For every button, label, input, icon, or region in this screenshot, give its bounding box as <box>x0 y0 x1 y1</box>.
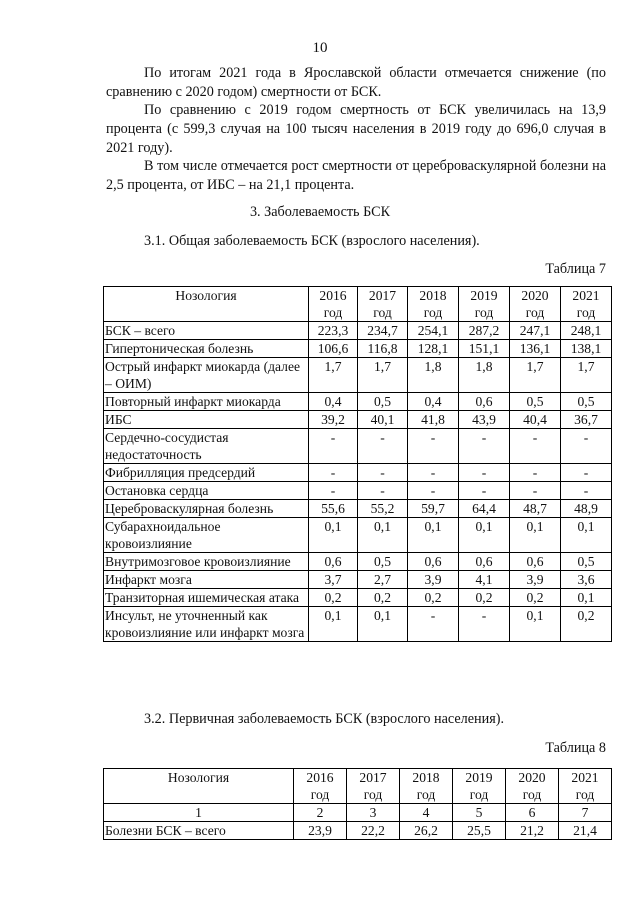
table-row <box>104 571 612 589</box>
table8-header-nosology: Нозология <box>104 769 294 804</box>
column-number: 3 <box>347 804 400 822</box>
year-unit: год <box>423 305 443 320</box>
year-label: 2020 <box>518 770 546 785</box>
row-value: 23,9 <box>294 822 347 840</box>
table-row <box>104 518 612 553</box>
table8-column-numbers-row <box>104 804 612 822</box>
year-label: 2019 <box>465 770 493 785</box>
row-value: 48,7 <box>510 500 561 518</box>
row-value: 0,1 <box>510 607 561 642</box>
row-value: - <box>459 482 510 500</box>
year-unit: год <box>522 787 542 802</box>
row-value: 3,7 <box>309 571 358 589</box>
table7-header-year <box>358 287 408 322</box>
table-row <box>104 429 612 464</box>
column-number: 5 <box>453 804 506 822</box>
row-nosology: Повторный инфаркт миокарда <box>104 393 309 411</box>
year-label: 2017 <box>368 288 397 303</box>
page-number: 10 <box>312 40 328 56</box>
row-value: 0,5 <box>358 553 408 571</box>
row-value: 0,6 <box>309 553 358 571</box>
row-value: 40,1 <box>358 411 408 429</box>
row-value: 0,5 <box>561 393 612 411</box>
row-nosology: Острый инфаркт миокарда (далее – ОИМ) <box>104 358 309 393</box>
row-value: 41,8 <box>408 411 459 429</box>
table7-header-year <box>510 287 561 322</box>
row-value: 116,8 <box>358 340 408 358</box>
row-nosology: Инсульт, не уточненный как кровоизлияние или инфаркт мозга <box>104 607 309 642</box>
row-value: 55,2 <box>358 500 408 518</box>
row-value: 1,7 <box>561 358 612 393</box>
year-unit: год <box>474 305 494 320</box>
row-value: 248,1 <box>561 322 612 340</box>
table7-header-nosology: Нозология <box>104 287 309 322</box>
table-7 <box>103 286 612 642</box>
row-value: 39,2 <box>309 411 358 429</box>
row-value: 0,2 <box>309 589 358 607</box>
row-value: 0,6 <box>459 393 510 411</box>
table7-header-year <box>459 287 510 322</box>
row-value: 138,1 <box>561 340 612 358</box>
row-value: 0,2 <box>408 589 459 607</box>
row-value: 40,4 <box>510 411 561 429</box>
year-unit: год <box>310 787 330 802</box>
row-value: 21,4 <box>559 822 612 840</box>
row-value: 0,2 <box>561 607 612 642</box>
year-label: 2018 <box>419 288 447 303</box>
table8-header-year <box>506 769 559 804</box>
row-nosology: Остановка сердца <box>104 482 309 500</box>
row-value: 128,1 <box>408 340 459 358</box>
row-nosology: Инфаркт мозга <box>104 571 309 589</box>
row-value: - <box>358 429 408 464</box>
year-unit: год <box>363 787 383 802</box>
year-label: 2018 <box>412 770 440 785</box>
row-value: 0,6 <box>408 553 459 571</box>
row-value: 0,2 <box>358 589 408 607</box>
year-label: 2016 <box>319 288 347 303</box>
year-label: 2016 <box>306 770 334 785</box>
row-value: 0,2 <box>510 589 561 607</box>
row-value: 234,7 <box>358 322 408 340</box>
row-value: 43,9 <box>459 411 510 429</box>
row-value: 36,7 <box>561 411 612 429</box>
row-value: 25,5 <box>453 822 506 840</box>
row-value: - <box>408 429 459 464</box>
column-number: 6 <box>506 804 559 822</box>
row-value: - <box>561 464 612 482</box>
row-nosology: Гипертоническая болезнь <box>104 340 309 358</box>
row-value: 55,6 <box>309 500 358 518</box>
row-value: - <box>459 429 510 464</box>
row-nosology: Фибрилляция предсердий <box>104 464 309 482</box>
subsection-heading-3-1: 3.1. Общая заболеваемость БСК (взрослого населения). <box>144 233 480 249</box>
paragraph-1: По итогам 2021 года в Ярославской области отмечается снижение (по сравнению с 2020 годом) смертности от БСК. <box>106 65 606 100</box>
table-row <box>104 482 612 500</box>
subsection-heading-3-2: 3.2. Первичная заболеваемость БСК (взрослого населения). <box>144 711 504 727</box>
row-value: 247,1 <box>510 322 561 340</box>
row-value: 0,6 <box>459 553 510 571</box>
year-label: 2020 <box>521 288 549 303</box>
row-value: - <box>459 464 510 482</box>
row-value: 1,8 <box>459 358 510 393</box>
year-label: 2017 <box>359 770 387 785</box>
row-value: - <box>561 429 612 464</box>
row-value: - <box>510 429 561 464</box>
row-value: 0,1 <box>561 518 612 553</box>
table-row <box>104 340 612 358</box>
table8-header-row <box>104 769 612 804</box>
year-unit: год <box>525 305 545 320</box>
row-value: 1,7 <box>358 358 408 393</box>
row-value: 26,2 <box>400 822 453 840</box>
paragraph-2: По сравнению с 2019 годом смертность от БСК увеличилась на 13,9 процента (с 599,3 случая на 100 тысяч населения в 2019 году до 696,0 случая в 2021 году). <box>106 102 606 156</box>
row-value: 22,2 <box>347 822 400 840</box>
row-value: - <box>510 482 561 500</box>
row-nosology: БСК – всего <box>104 322 309 340</box>
row-value: 2,7 <box>358 571 408 589</box>
table8-header-year <box>347 769 400 804</box>
year-unit: год <box>323 305 343 320</box>
row-value: 0,1 <box>408 518 459 553</box>
table-row <box>104 607 612 642</box>
column-number: 1 <box>104 804 294 822</box>
table8-header-year <box>294 769 347 804</box>
row-value: 106,6 <box>309 340 358 358</box>
year-unit: год <box>576 305 596 320</box>
row-nosology: Субарахноидальное кровоизлияние <box>104 518 309 553</box>
table7-header-row <box>104 287 612 322</box>
table-row <box>104 822 612 840</box>
row-nosology: Внутримозговое кровоизлияние <box>104 553 309 571</box>
row-value: 0,5 <box>561 553 612 571</box>
column-number: 4 <box>400 804 453 822</box>
row-value: 21,2 <box>506 822 559 840</box>
row-value: 0,4 <box>408 393 459 411</box>
row-value: 1,8 <box>408 358 459 393</box>
row-value: - <box>561 482 612 500</box>
table-row <box>104 464 612 482</box>
row-value: 3,6 <box>561 571 612 589</box>
row-value: 1,7 <box>510 358 561 393</box>
row-value: 1,7 <box>309 358 358 393</box>
year-unit: год <box>373 305 392 320</box>
row-value: 0,1 <box>510 518 561 553</box>
column-number: 7 <box>559 804 612 822</box>
table-row <box>104 322 612 340</box>
row-value: 59,7 <box>408 500 459 518</box>
year-unit: год <box>469 787 489 802</box>
row-nosology: ИБС <box>104 411 309 429</box>
table-row <box>104 411 612 429</box>
table7-header-year <box>309 287 358 322</box>
year-unit: год <box>575 787 595 802</box>
row-value: 0,5 <box>358 393 408 411</box>
year-label: 2019 <box>470 288 498 303</box>
table7-caption: Таблица 7 <box>545 261 606 277</box>
row-value: 0,2 <box>459 589 510 607</box>
table-row <box>104 393 612 411</box>
row-value: 136,1 <box>510 340 561 358</box>
row-value: 151,1 <box>459 340 510 358</box>
row-value: - <box>408 607 459 642</box>
row-value: 254,1 <box>408 322 459 340</box>
table8-caption: Таблица 8 <box>545 740 606 756</box>
row-value: 0,1 <box>358 518 408 553</box>
row-value: - <box>309 482 358 500</box>
table-row <box>104 358 612 393</box>
table-8 <box>103 768 612 840</box>
row-value: 0,4 <box>309 393 358 411</box>
row-value: 223,3 <box>309 322 358 340</box>
row-value: - <box>459 607 510 642</box>
row-value: 0,1 <box>459 518 510 553</box>
row-value: 0,1 <box>561 589 612 607</box>
row-value: - <box>358 464 408 482</box>
row-value: 64,4 <box>459 500 510 518</box>
section-heading: 3. Заболеваемость БСК <box>249 204 391 220</box>
row-value: 0,1 <box>358 607 408 642</box>
table7-header-year <box>408 287 459 322</box>
table8-header-year <box>453 769 506 804</box>
row-value: - <box>309 464 358 482</box>
row-nosology: Болезни БСК – всего <box>104 822 294 840</box>
table8-header-year <box>559 769 612 804</box>
column-number: 2 <box>294 804 347 822</box>
row-value: 0,5 <box>510 393 561 411</box>
paragraph-3: В том числе отмечается рост смертности от цереброваскулярной болезни на 2,5 процента, от ИБС – на 21,1 процента. <box>106 158 606 193</box>
row-value: 3,9 <box>408 571 459 589</box>
row-value: 4,1 <box>459 571 510 589</box>
row-value: - <box>408 482 459 500</box>
row-nosology: Транзиторная ишемическая атака <box>104 589 309 607</box>
year-unit: год <box>416 787 436 802</box>
row-value: 48,9 <box>561 500 612 518</box>
row-value: 0,1 <box>309 607 358 642</box>
table7-header-year <box>561 287 612 322</box>
table-row <box>104 553 612 571</box>
row-value: 0,6 <box>510 553 561 571</box>
row-nosology: Цереброваскулярная болезнь <box>104 500 309 518</box>
row-value: - <box>408 464 459 482</box>
row-value: 0,1 <box>309 518 358 553</box>
table-row <box>104 589 612 607</box>
row-value: - <box>309 429 358 464</box>
year-label: 2021 <box>572 288 600 303</box>
table8-header-year <box>400 769 453 804</box>
row-value: 287,2 <box>459 322 510 340</box>
row-value: - <box>358 482 408 500</box>
row-value: 3,9 <box>510 571 561 589</box>
table-row <box>104 500 612 518</box>
year-label: 2021 <box>571 770 599 785</box>
row-value: - <box>510 464 561 482</box>
row-nosology: Сердечно-сосудистая недостаточность <box>104 429 309 464</box>
